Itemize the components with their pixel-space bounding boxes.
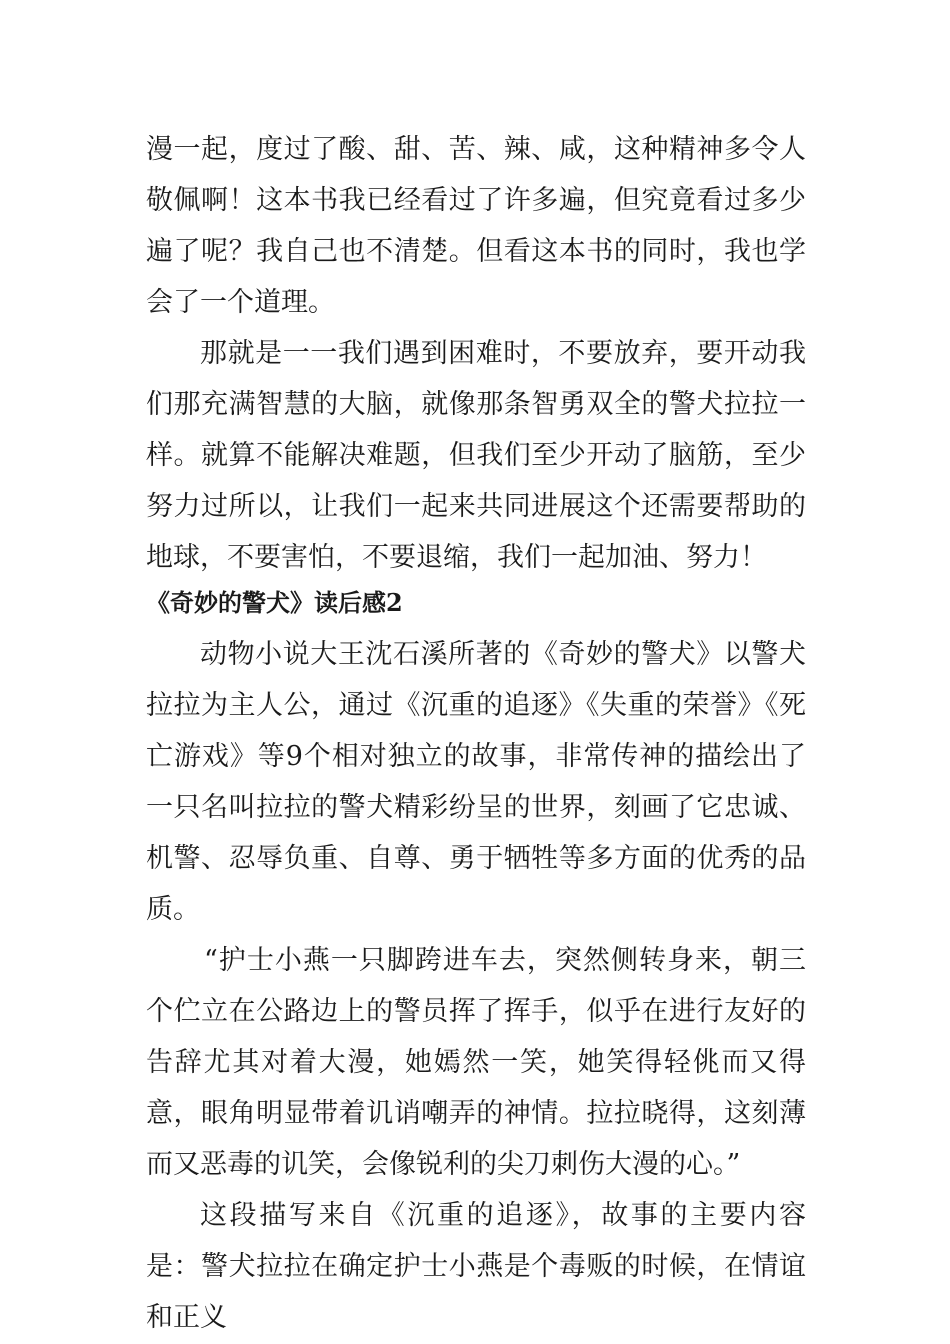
paragraph-quotation: “护士小燕一只脚跨进车去，突然侧转身来，朝三个伫立在公路边上的警员挥了挥手，似乎在进行友好的告辞尤其对着大漫，她嫣然一笑，她笑得轻佻而又得意，眼角明显带着讥诮嘲弄的神情。拉拉晓得，这刻薄而又恶毒的讥笑，会像锐利的尖刀刺伤大漫的心。” — [146, 945, 806, 1180]
paragraph-intro-continuation: 漫一起，度过了酸、甜、苦、辣、咸，这种精神多令人敬佩啊！这本书我已经看过了许多遍，但究竟看过多少遍了呢？我自己也不清楚。但看这本书的同时，我也学会了一个道理。 — [146, 134, 806, 318]
paragraph-story-description: 这段描写来自《沉重的追逐》，故事的主要内容是：警犬拉拉在确定护士小燕是个毒贩的时候，在情谊和正义 — [146, 1200, 806, 1333]
paragraph-lesson: 那就是一一我们遇到困难时，不要放弃，要开动我们那充满智慧的大脑，就像那条智勇双全的警犬拉拉一样。就算不能解决难题，但我们至少开动了脑筋，至少努力过所以，让我们一起来共同进展这个还需要帮助的地球，不要害怕，不要退缩，我们一起加油、努力！ — [146, 338, 806, 573]
section-title: 《奇妙的警犬》读后感2 — [146, 588, 403, 617]
document-page — [146, 124, 806, 1343]
paragraph-book-summary: 动物小说大王沈石溪所著的《奇妙的警犬》以警犬拉拉为主人公，通过《沉重的追逐》《失重的荣誉》《死亡游戏》等9个相对独立的故事，非常传神的描绘出了一只名叫拉拉的警犬精彩纷呈的世界，刻画了它忠诚、机警、忍辱负重、自尊、勇于牺牲等多方面的优秀的品质。 — [146, 639, 806, 925]
